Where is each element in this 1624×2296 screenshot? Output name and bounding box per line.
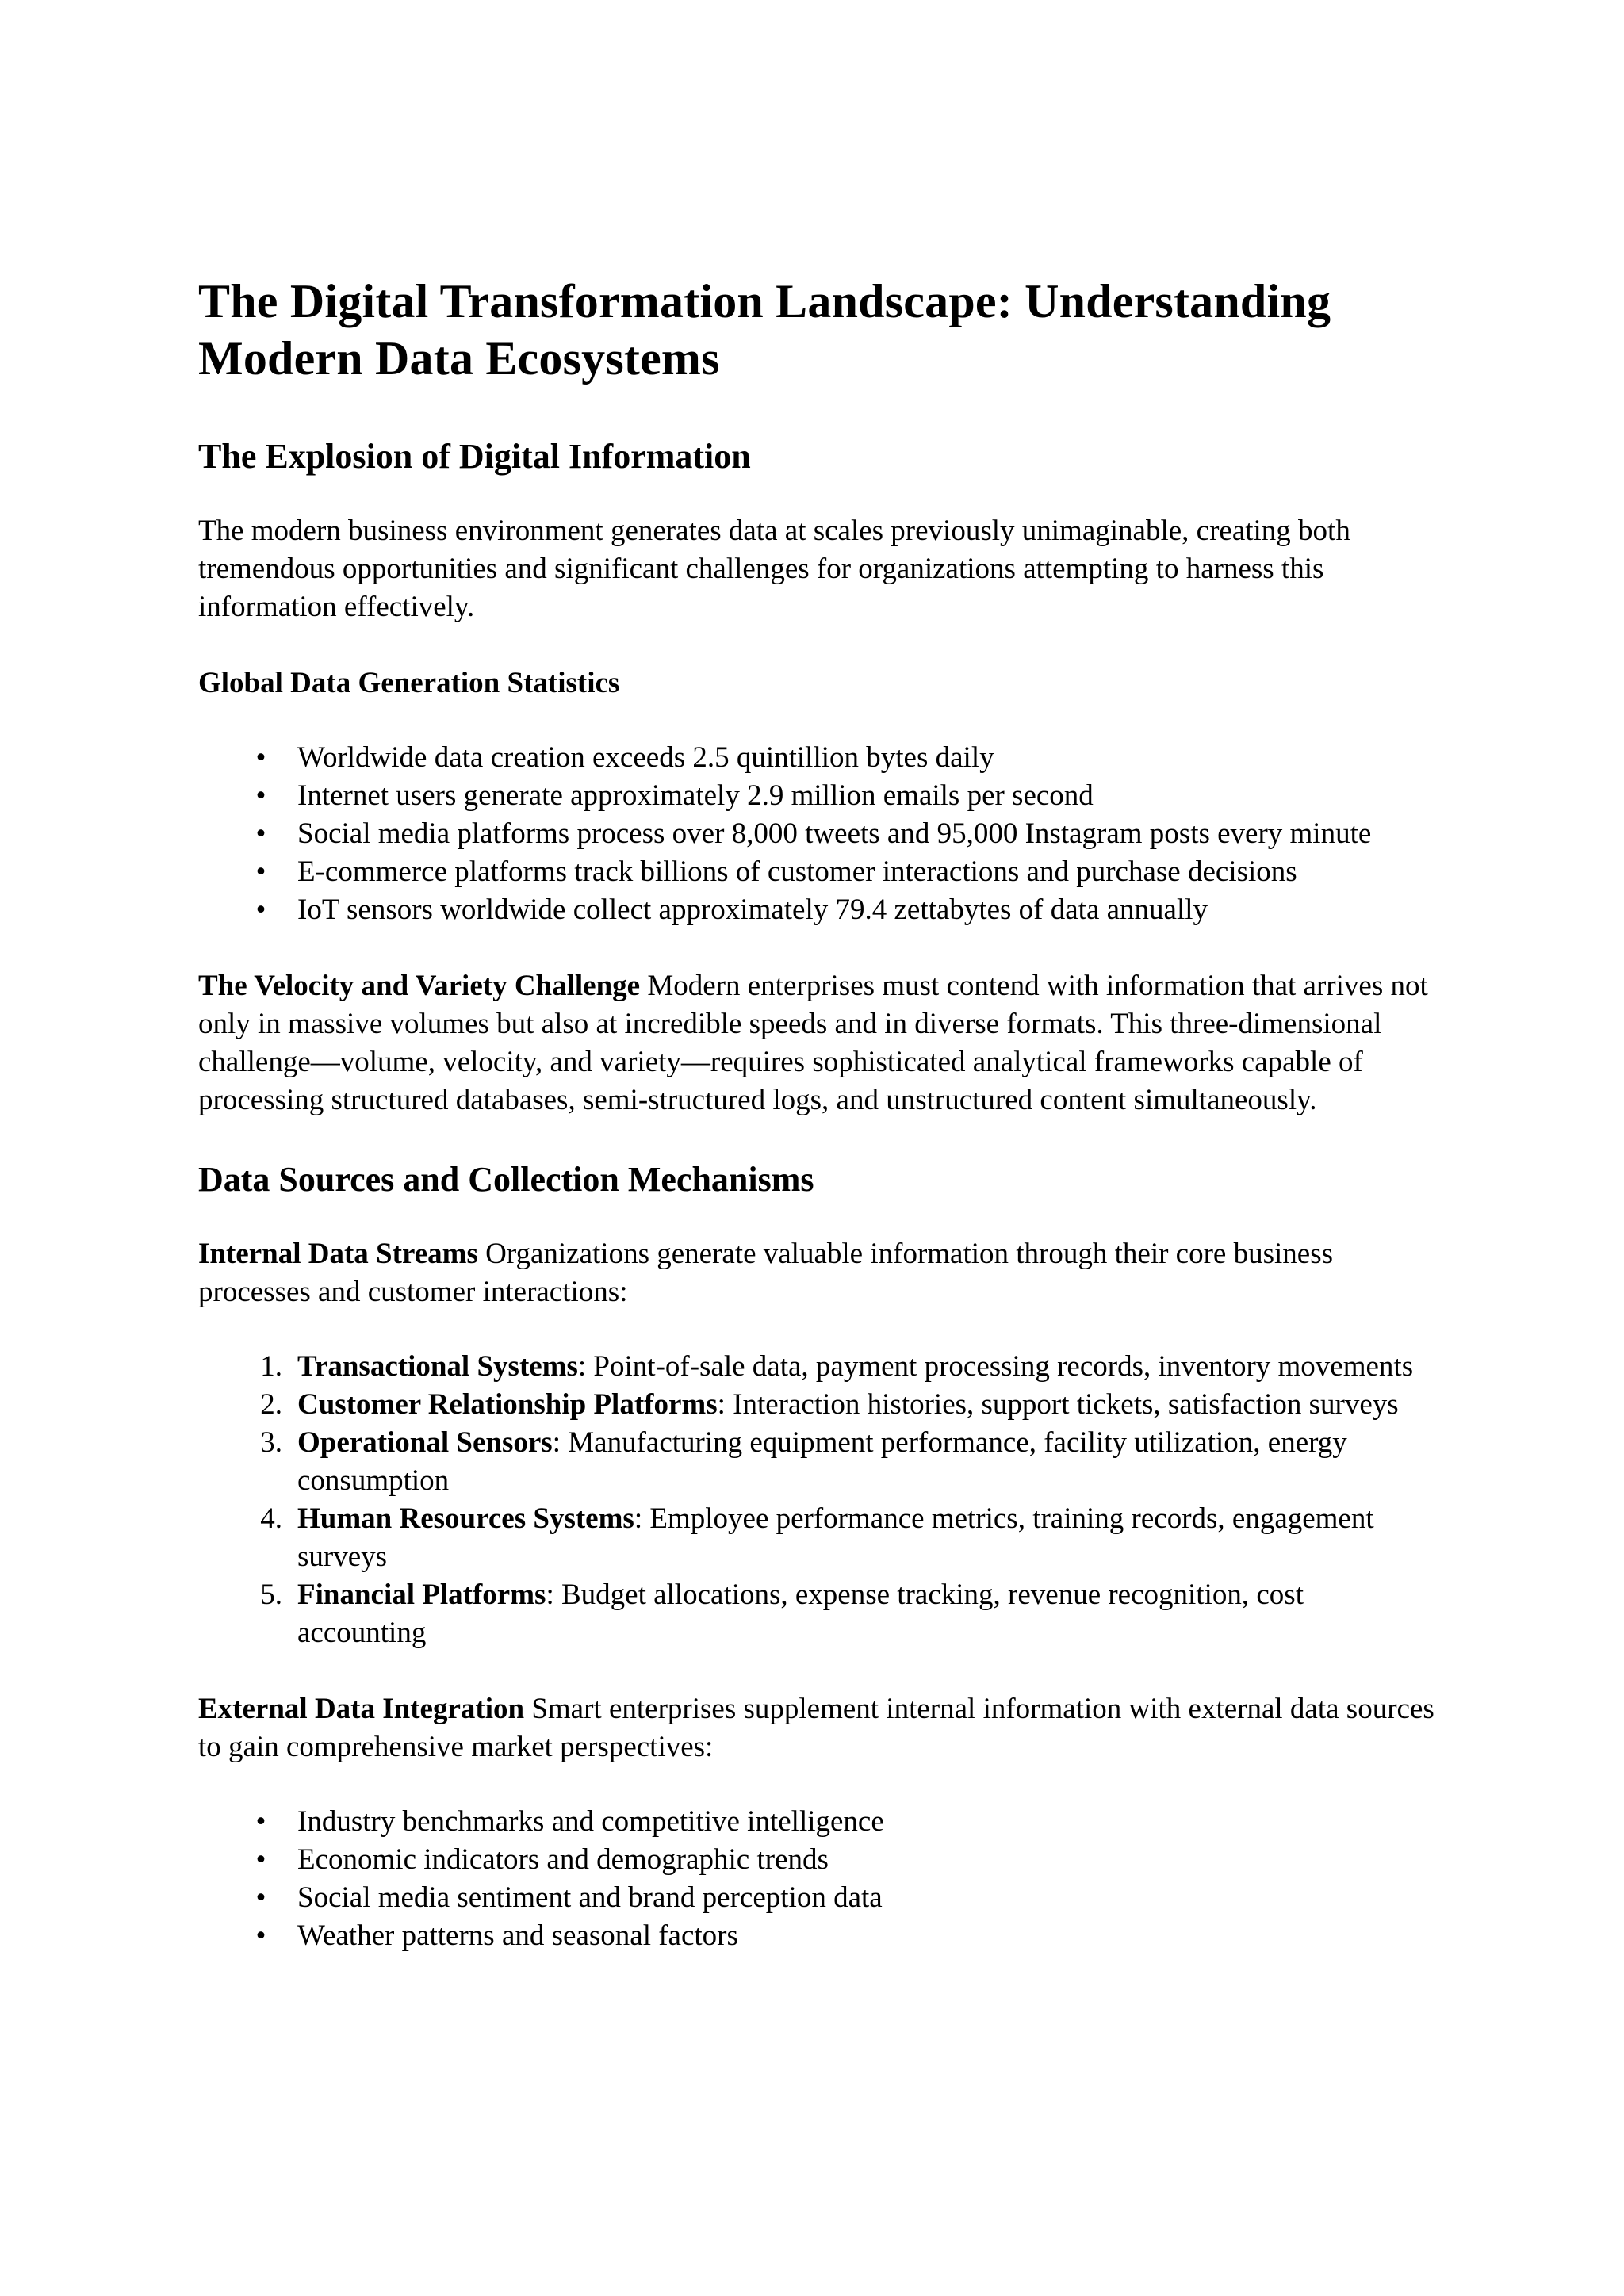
internal-lead: Internal Data Streams <box>198 1238 478 1270</box>
list-item: 2. Customer Relationship Platforms: Interaction histories, support tickets, satisfaction surveys <box>198 1386 1435 1424</box>
list-item: • Industry benchmarks and competitive intelligence <box>198 1803 1435 1841</box>
velocity-text: Modern enterprises must contend with information that arrives not only in massive volumes but also at incredible speeds and in diverse formats. This three-dimensional challenge—volume, velocity, and variety—requires sophisticated analytical frameworks capable of processing structured databases, semi-structured logs, and unstructured content simultaneously. <box>198 970 1428 1116</box>
list-item: • IoT sensors worldwide collect approximately 79.4 zettabytes of data annually <box>198 891 1435 929</box>
list-item: • Weather patterns and seasonal factors <box>198 1917 1435 1955</box>
list-number: 5. <box>260 1578 282 1611</box>
document-title: The Digital Transformation Landscape: Understanding Modern Data Ecosystems <box>198 275 1331 385</box>
list-item: • Social media sentiment and brand perception data <box>198 1879 1435 1917</box>
external-paragraph <box>198 1690 1435 1766</box>
bullet-icon: • <box>255 1843 266 1876</box>
internal-paragraph <box>198 1235 1435 1311</box>
bullet-icon: • <box>255 741 266 774</box>
list-item: • E-commerce platforms track billions of customer interactions and purchase decisions <box>198 853 1435 891</box>
internal-text: Organizations generate valuable information through their core business processes and customer interactions: <box>198 1238 1333 1308</box>
list-item: • Social media platforms process over 8,000 tweets and 95,000 Instagram posts every minute <box>198 815 1435 853</box>
bullet-icon: • <box>255 894 266 926</box>
list-item: • Economic indicators and demographic trends <box>198 1841 1435 1879</box>
list-number: 1. <box>260 1350 282 1383</box>
list-number: 2. <box>260 1388 282 1421</box>
bullet-icon: • <box>255 779 266 812</box>
list-number: 4. <box>260 1502 282 1535</box>
velocity-lead: The Velocity and Variety Challenge <box>198 970 641 1002</box>
list-number: 3. <box>260 1426 282 1459</box>
list-item: 1. Transactional Systems: Point-of-sale data, payment processing records, inventory movements <box>198 1348 1435 1386</box>
list-item: 4. Human Resources Systems: Employee performance metrics, training records, engagement surveys <box>198 1500 1435 1576</box>
stats-list <box>198 739 1435 929</box>
section-intro-paragraph: The modern business environment generates data at scales previously unimaginable, creating both tremendous opportunities and significant challenges for organizations attempting to harness this information effectively. <box>198 515 1350 623</box>
bullet-icon: • <box>255 855 266 888</box>
external-text: Smart enterprises supplement internal information with external data sources to gain comprehensive market perspectives: <box>198 1693 1434 1763</box>
velocity-paragraph <box>198 967 1435 1119</box>
list-item: • Internet users generate approximately 2.9 million emails per second <box>198 777 1435 815</box>
section-heading-data-sources: Data Sources and Collection Mechanisms <box>198 1160 814 1199</box>
list-item: • Worldwide data creation exceeds 2.5 quintillion bytes daily <box>198 739 1435 777</box>
list-item: 3. Operational Sensors: Manufacturing equipment performance, facility utilization, energy consumption <box>198 1424 1435 1500</box>
subheading-global-stats: Global Data Generation Statistics <box>198 667 620 699</box>
bullet-icon: • <box>255 1881 266 1914</box>
section-heading-explosion: The Explosion of Digital Information <box>198 437 751 476</box>
external-sources-list <box>198 1803 1435 1955</box>
list-item: 5. Financial Platforms: Budget allocations, expense tracking, revenue recognition, cost accounting <box>198 1576 1435 1652</box>
document-page <box>198 273 1435 1955</box>
bullet-icon: • <box>255 817 266 850</box>
bullet-icon: • <box>255 1805 266 1838</box>
internal-sources-list <box>198 1348 1435 1652</box>
bullet-icon: • <box>255 1919 266 1952</box>
external-lead: External Data Integration <box>198 1693 525 1725</box>
